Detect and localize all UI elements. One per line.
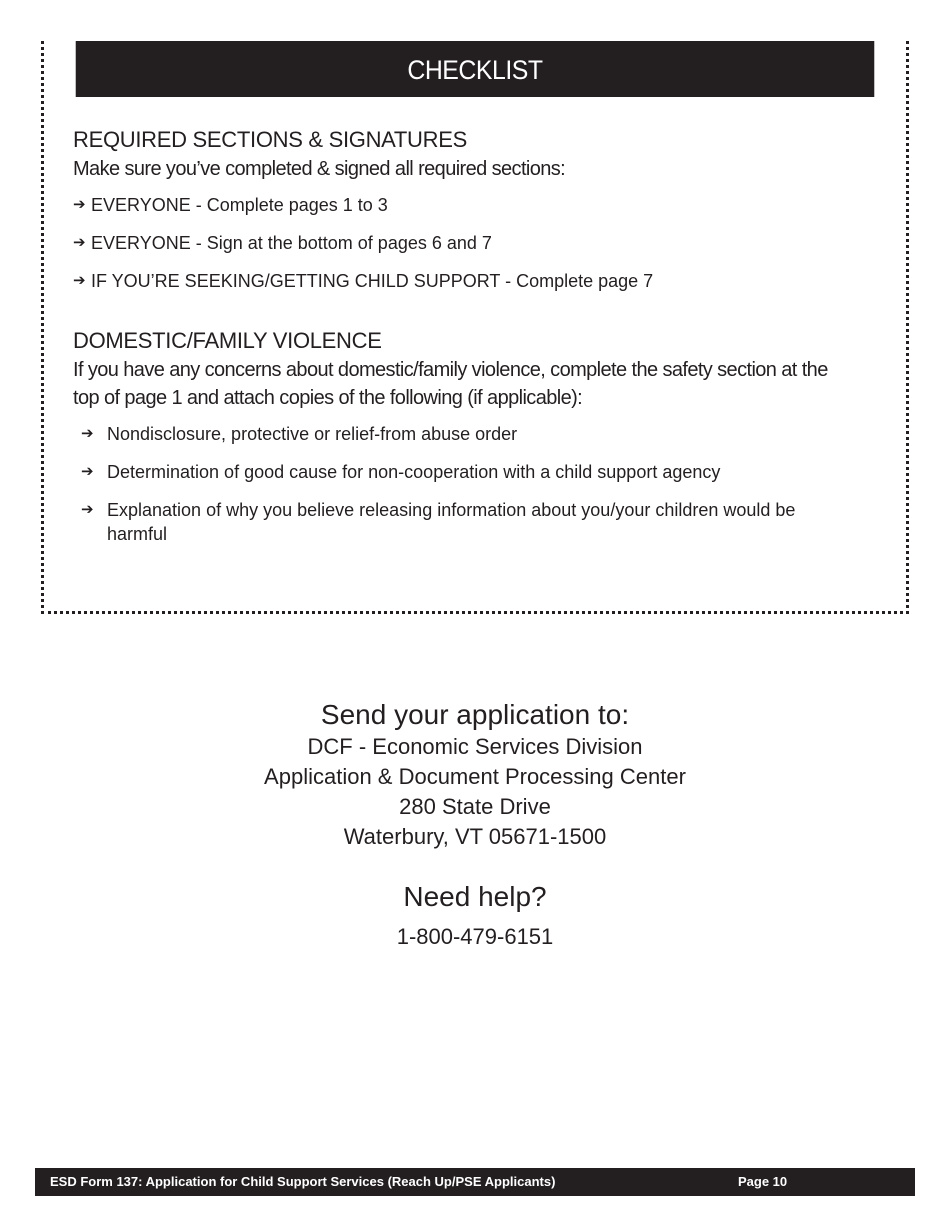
address-line: Application & Document Processing Center: [264, 764, 686, 789]
arrow-right-icon: ➔: [81, 425, 94, 442]
list-item-text: Explanation of why you believe releasing information about you/your children would be harmful: [107, 500, 796, 544]
required-list: [73, 193, 873, 293]
list-item-text: Nondisclosure, protective or relief-from abuse order: [107, 424, 518, 444]
list-item: [73, 498, 833, 546]
list-item-text: EVERYONE - Complete pages 1 to 3: [91, 195, 388, 215]
help-title: Need help?: [403, 881, 547, 912]
violence-subheading-line2: top of page 1 and attach copies of the following (if applicable):: [73, 387, 583, 409]
address-line: 280 State Drive: [399, 794, 551, 819]
violence-section: [73, 328, 873, 546]
list-item-text: Determination of good cause for non-cooperation with a child support agency: [107, 462, 721, 482]
help-block: [0, 880, 950, 952]
arrow-right-icon: ➔: [73, 196, 86, 213]
footer-bar: [35, 1168, 915, 1196]
list-item: [73, 422, 873, 446]
required-sections: [73, 127, 873, 293]
list-item-text: EVERYONE - Sign at the bottom of pages 6 and 7: [91, 233, 492, 253]
address-line: Waterbury, VT 05671-1500: [343, 824, 607, 849]
list-item: [73, 231, 873, 255]
checklist-title: CHECKLIST: [76, 41, 875, 97]
list-item-text: IF YOU’RE SEEKING/GETTING CHILD SUPPORT - Complete page 7: [91, 271, 654, 291]
required-heading: REQUIRED SECTIONS & SIGNATURES: [73, 127, 467, 152]
footer-form-label: ESD Form 137: Application for Child Support Services (Reach Up/PSE Applicants): [50, 1174, 556, 1189]
required-subheading: Make sure you’ve completed & signed all required sections:: [73, 158, 566, 180]
violence-subheading-line1: If you have any concerns about domestic/family violence, complete the safety section at the: [73, 359, 828, 381]
list-item: [73, 460, 873, 484]
footer-page-number: Page 10: [738, 1174, 788, 1189]
send-title: Send your application to:: [320, 699, 630, 730]
address-line: DCF - Economic Services Division: [307, 734, 643, 759]
arrow-right-icon: ➔: [73, 234, 86, 251]
arrow-right-icon: ➔: [81, 463, 94, 480]
arrow-right-icon: ➔: [73, 272, 86, 289]
arrow-right-icon: ➔: [81, 501, 94, 518]
help-phone: 1-800-479-6151: [396, 924, 554, 949]
list-item: [73, 269, 873, 293]
checklist-box: [41, 41, 909, 614]
list-item: [73, 193, 873, 217]
send-address-block: [0, 698, 950, 852]
violence-heading: DOMESTIC/FAMILY VIOLENCE: [73, 328, 382, 353]
violence-list: [73, 422, 873, 546]
